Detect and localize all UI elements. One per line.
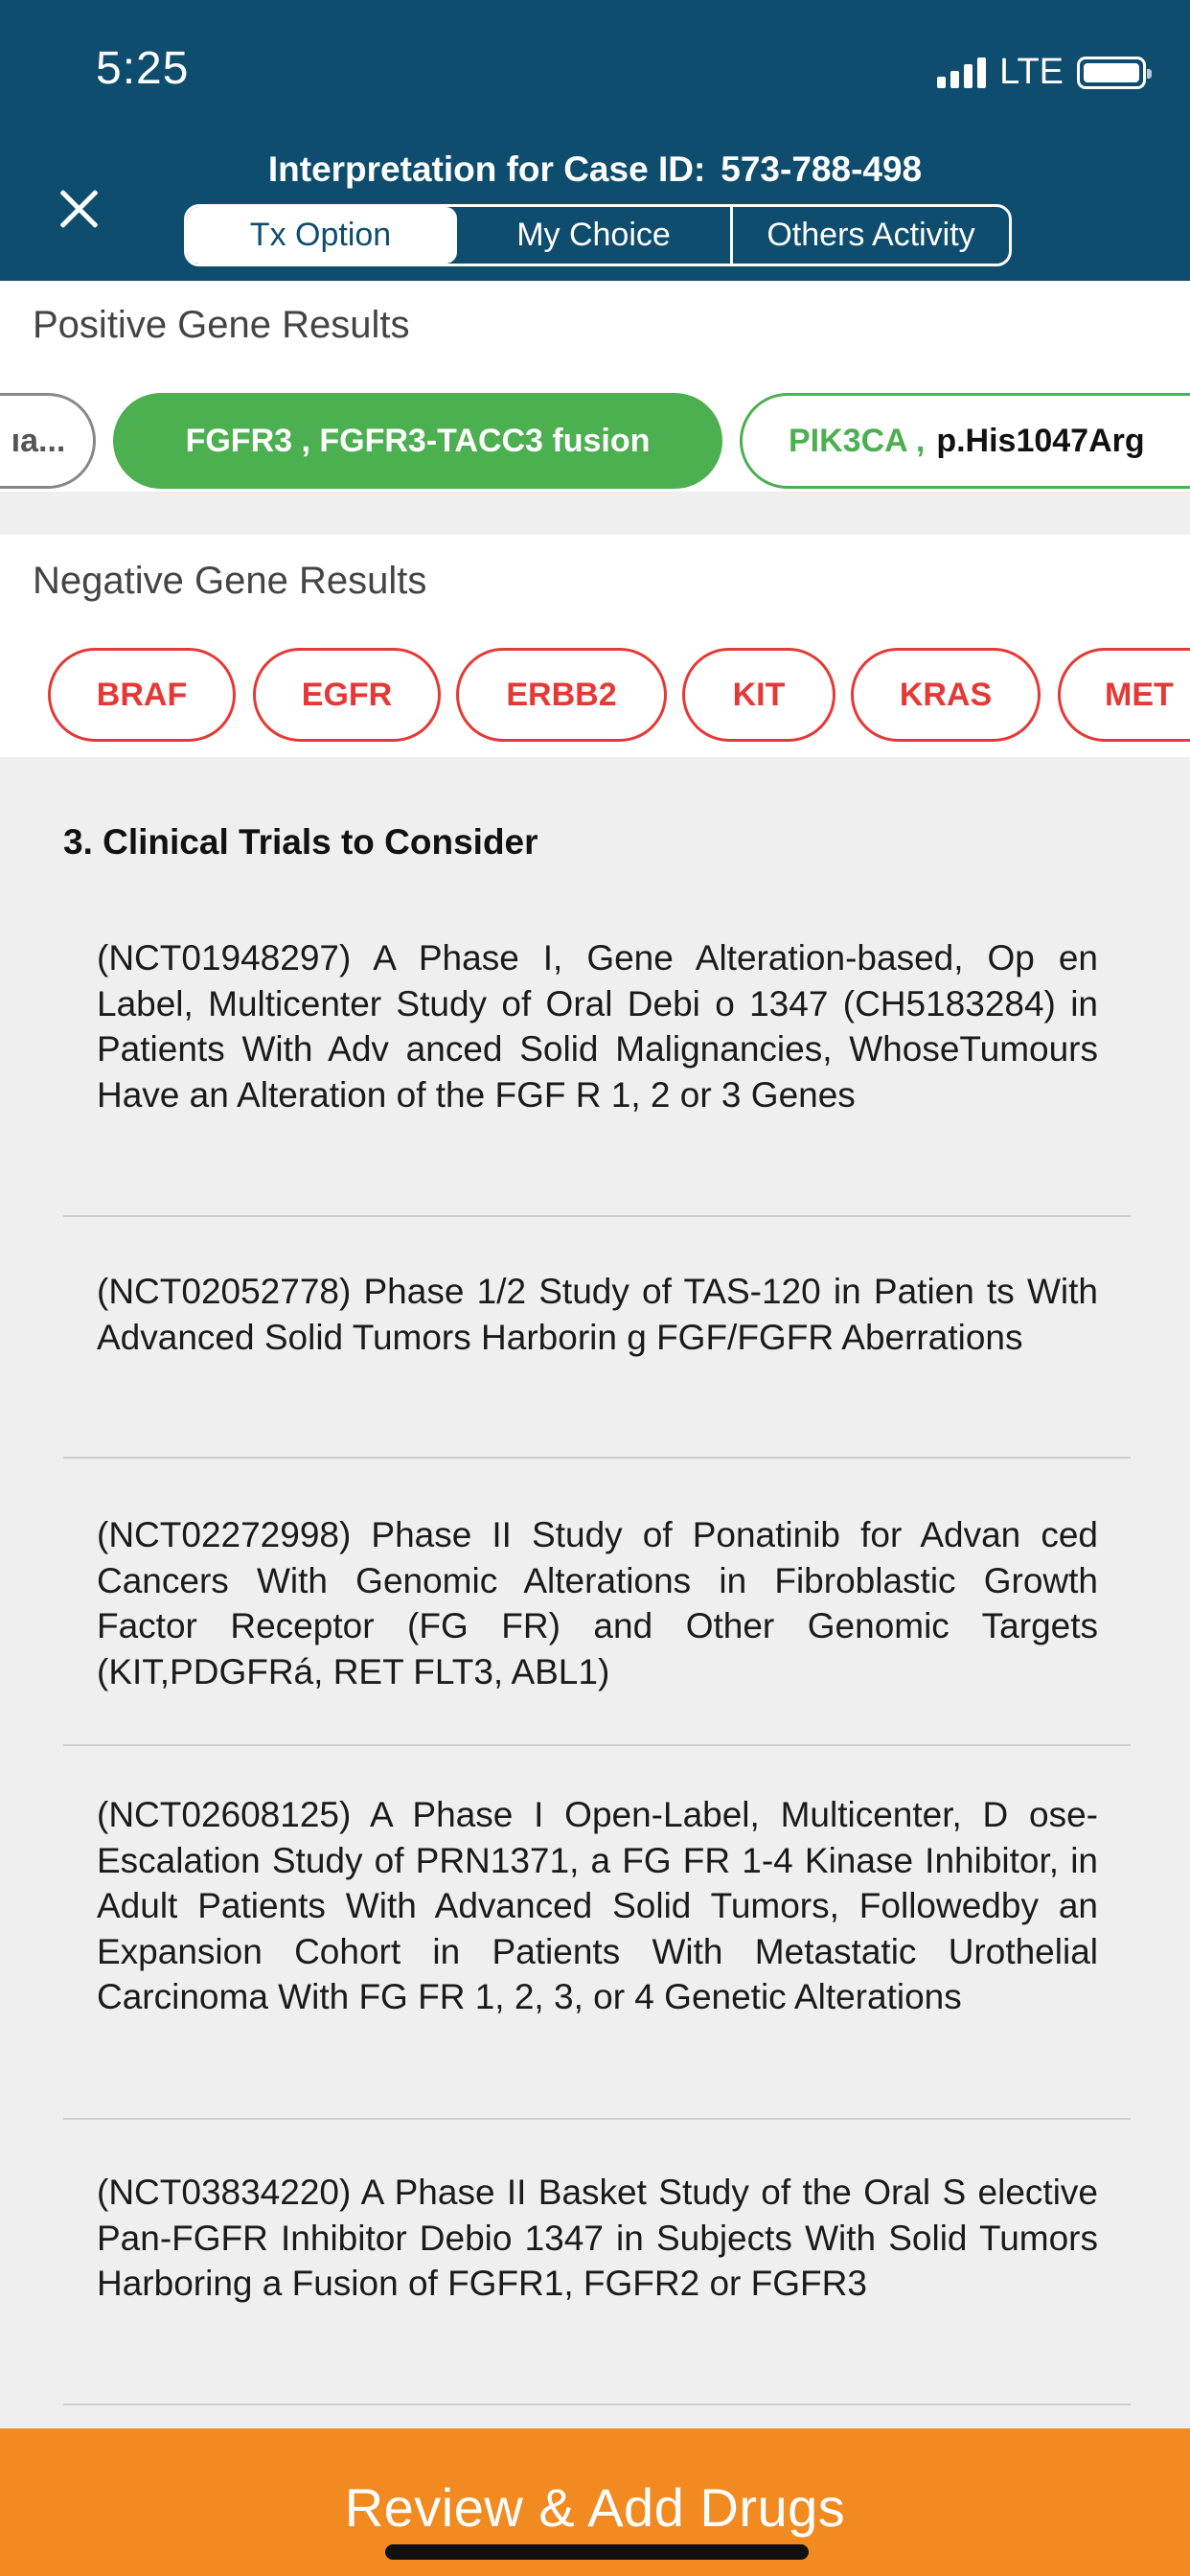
positive-gene-label: Positive Gene Results — [33, 304, 410, 346]
status-time: 5:25 — [96, 43, 190, 94]
gene-pill-kras[interactable]: KRAS — [851, 648, 1041, 742]
section-divider — [0, 492, 1190, 535]
gene-variant: p.His1047Arg — [936, 422, 1145, 459]
clinical-trials-section — [0, 757, 1190, 2428]
trial-divider — [63, 1744, 1131, 1746]
tab-my-choice[interactable]: My Choice — [457, 207, 733, 264]
home-indicator — [385, 2544, 809, 2560]
gene-pill-egfr[interactable]: EGFR — [253, 648, 441, 742]
status-indicators — [937, 52, 1146, 93]
trial-item[interactable]: (NCT01948297) A Phase I, Gene Alteration-based, Op en Label, Multicenter Study of Oral Debi o 1347 (CH5183284) in Patients With Adv anced Solid Malignancies, WhoseTumours Have an Alteration of the FGF R 1, 2 or 3 Genes — [97, 938, 1098, 1115]
header — [0, 0, 1190, 281]
case-id: 573-788-498 — [721, 150, 923, 189]
trial-divider — [63, 2118, 1131, 2120]
gene-pill-met[interactable]: MET — [1058, 648, 1190, 742]
review-add-drugs-label: Review & Add Drugs — [344, 2477, 846, 2538]
tab-others-activity[interactable]: Others Activity — [767, 217, 975, 253]
tab-bar — [184, 204, 1012, 266]
negative-gene-label: Negative Gene Results — [33, 560, 427, 602]
trial-item[interactable]: (NCT03834220) A Phase II Basket Study of the Oral S elective Pan-FGFR Inhibitor Debio 1347 in Subjects With Solid Tumors Harboring a Fusion of FGFR1, FGFR2 or FGFR3 — [97, 2173, 1098, 2303]
network-type: LTE — [999, 52, 1064, 92]
gene-pill-braf[interactable]: BRAF — [48, 648, 236, 742]
positive-gene-section — [0, 281, 1190, 492]
gene-pill-fgfr3[interactable]: FGFR3 , FGFR3-TACC3 fusion — [113, 393, 722, 489]
battery-icon — [1077, 57, 1146, 89]
case-title-label: Interpretation for Case ID: — [267, 150, 706, 189]
trial-item[interactable]: (NCT02608125) A Phase I Open-Label, Multicenter, D ose-Escalation Study of PRN1371, a FG FR 1-4 Kinase Inhibitor, in Adult Patients With Advanced Solid Tumors, Followedby an Expansion Cohort in Patients With Metastatic Urothelial Carcinoma With FG FR 1, 2, 3, or 4 Genetic Alterations — [97, 1795, 1098, 2016]
trial-divider — [63, 2404, 1131, 2405]
gene-pill-pik3ca[interactable] — [740, 393, 1190, 489]
tab-tx-option[interactable]: Tx Option — [187, 207, 457, 264]
gene-name: PIK3CA , — [789, 422, 926, 459]
trial-divider — [63, 1457, 1131, 1459]
gene-pill-kit[interactable]: KIT — [682, 648, 835, 742]
page-title — [0, 150, 1190, 190]
signal-icon — [937, 58, 986, 88]
trial-item[interactable]: (NCT02272998) Phase II Study of Ponatinib for Advan ced Cancers With Genomic Alterations in Fibroblastic Growth Factor Receptor (FG FR) and Other Genomic Targets (KIT,PDGFRá, RET FLT3, ABL1) — [97, 1515, 1098, 1691]
trials-title: 3. Clinical Trials to Consider — [63, 822, 538, 862]
trial-divider — [63, 1215, 1131, 1217]
trial-item[interactable]: (NCT02052778) Phase 1/2 Study of TAS-120 in Patien ts With Advanced Solid Tumors Harborin g FGF/FGFR Aberrations — [97, 1272, 1098, 1357]
gene-pill-erbb2[interactable]: ERBB2 — [456, 648, 667, 742]
negative-gene-section — [0, 535, 1190, 757]
gene-pill-partial[interactable]: ıa... — [0, 393, 96, 489]
